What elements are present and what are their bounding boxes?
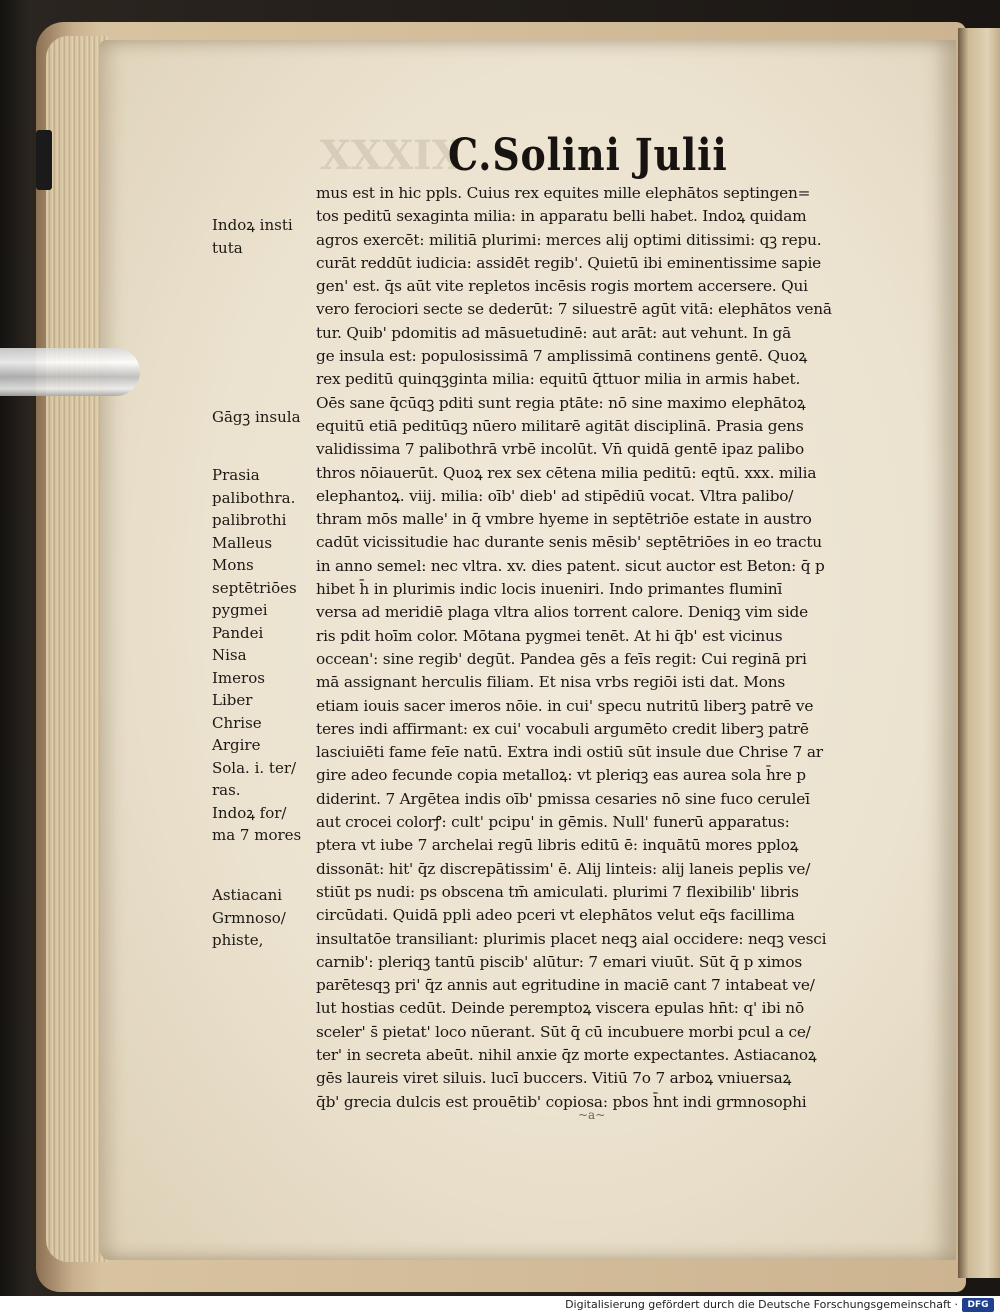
page-heading: C.Solini Julii [448,130,728,181]
margin-note-line: Grmnoso/ [212,908,286,927]
margin-note-line: Malleus [212,533,273,552]
facing-page-edge [958,28,1000,1278]
text-line: gen' est. q̄s aūt vite repletos incēsis rogis mortem accersere. Qui [316,277,808,296]
text-line: agros exercēt: militiā plurimi: merces alij optimi ditissimi: qꝫ repu. [316,230,822,249]
bookmark-tab [36,130,52,190]
text-line: versa ad meridiē plaga vltra alios torrent calore. Deniqꝫ vim side [316,603,808,622]
margin-note-line: Mons [212,556,254,574]
margin-note-line: tuta [212,238,243,257]
text-line: curāt reddūt iudicia: assidēt regib'. Quietū ibi eminentissime sapie [316,253,822,272]
margin-note-line: septētriōes [212,578,297,597]
text-line: ter' in secreta abeūt. nihil anxie q̄z morte expectantes. Astiacanoꝝ [316,1045,817,1064]
margin-note-line: phiste, [212,931,264,949]
credit-text: Digitalisierung gefördert durch die Deutsche Forschungsgemeinschaft · [565,1298,958,1311]
body-text-column [316,182,882,1114]
margin-note-line: ras. [212,781,241,799]
text-line: Oēs sane q̄cūqꝫ pditi sunt regia ptāte: nō sine maximo elephātoꝝ [316,393,806,412]
glass-page-weight [0,348,140,396]
text-line: rex peditū quinqꝫginta milia: equitū q̄ttuor milia in armis habet. [316,370,801,389]
margin-note-line: pygmei [212,601,268,619]
text-line: validissima 7 palibothrā vrbē incolūt. Vn̄ quidā gentē ipaz palibo [316,440,804,459]
text-line: aut crocei colorꝭ: cult' pcipu' in gēmis. Null' funerū apparatus: [316,813,790,832]
margin-note-ganges-insula [212,406,301,429]
margin-note-line: Liber [212,691,253,709]
margin-note-line: palibothra. [212,488,296,507]
text-line: tos peditū sexaginta milia: in apparatu belli habet. Indoꝝ quidam [316,207,807,226]
margin-note-line: Gāgꝫ insula [212,408,301,426]
margin-note-line: Nisa [212,646,247,664]
margin-note-indorum-instituta [212,214,293,259]
text-line: ris pdit hoīm color. Mōtana pygmei tenēt. At hi q̄b' est vicinus [316,626,783,645]
margin-note-line: Imeros [212,668,265,687]
margin-note-line: Indoꝝ for/ [212,803,287,822]
margin-note-line: ma 7 mores [212,826,302,844]
text-line: lut hostias cedūt. Deinde peremptoꝝ viscera epulas hn̄t: q' ibi nō [316,999,804,1018]
text-line: sceler' s̄ pietat' loco nūerant. Sūt q̄ cū incubuere morbi pcul a ce/ [316,1022,811,1041]
text-line: thram mōs malle' in q̄ vmbre hyeme in septētriōe estate in austro [316,510,812,529]
text-line: dissonāt: hit' q̄z discrepātissim' ē. Alij linteis: alij laneis peplis ve/ [316,859,811,878]
page-edges [46,36,108,1262]
text-line: diderint. 7 Argētea indis oīb' pmissa cesaries nō sine fuco ceruleī [316,789,810,808]
margin-note-line: Astiacani [212,886,283,904]
margin-note-line: Prasia [212,466,260,484]
text-line: ge insula est: populosissimā 7 amplissimā continens gentē. Quoꝝ [316,347,808,366]
bleed-through-heading: XXXIX [320,132,463,179]
margin-note-place-names [212,464,301,847]
margin-note-line: Sola. i. ter/ [212,758,297,777]
text-line: cadūt vicissitudie hac durante senis mēsib' septētriōes in eo tractu [316,533,822,552]
text-line: insultatōe transiliant: plurimis placet neqꝫ aial occidere: neqꝫ vesci [316,929,827,948]
credit-bar [0,1296,1000,1315]
text-line: occean': sine regib' degūt. Pandea gēs a feīs regit: Cui reginā pri [316,649,807,668]
text-line: vero ferociori secte se dederūt: 7 siluestrē agūt vitā: elephātos venā [316,300,832,319]
text-line: in anno semel: nec vltra. xv. dies patent. sicut auctor est Beton: q̄ p [316,556,825,575]
text-line: gire adeo fecunde copia metalloꝝ: vt pleriqꝫ eas aurea sola h̄re p [316,766,806,785]
text-line: equitū etiā peditūqꝫ nūero militarē agitāt disciplinā. Prasia gens [316,416,804,435]
margin-note-line: palibrothi [212,511,287,529]
text-line: hibet h̄ in plurimis indic locis inueniri. Indo primantes fluminī [316,580,783,599]
text-line: carnib': pleriqꝫ tantū piscib' alūtur: 7 emari viuūt. Sūt q̄ p ximos [316,952,802,971]
text-line: elephantoꝝ. viij. milia: oīb' dieb' ad stipēdiū vocat. Vltra palibo/ [316,486,794,505]
margin-note-line: Argire [212,736,261,754]
text-line: circūdati. Quidā ppli adeo pceri vt elephātos velut eq̄s facillima [316,906,795,925]
text-line: q̄b' grecia dulcis est prouētib' copiosa: pbos h̄nt indi grmnosophi [316,1092,807,1111]
text-line: stiūt ps nudi: ps obscena tm̄ amiculati. plurimi 7 flexibilib' libris [316,882,799,901]
text-line: parētesqꝫ pri' q̄z annis aut egritudine in maciē cant 7 intabeat ve/ [316,976,815,995]
margin-note-astiacani [212,884,286,952]
text-line: ptera vt iube 7 archelai regū libris editū ē: inquātū mores pploꝝ [316,836,799,855]
text-line: tur. Quib' pdomitis ad māsuetudinē: aut arāt: aut vehunt. In gā [316,323,792,342]
margin-note-line: Chrise [212,713,262,732]
text-line: gēs laureis viret siluis. lucī buccers. Vitiū 7o 7 arboꝝ vniuersaꝝ [316,1069,792,1088]
dfg-logo: DFG [962,1298,994,1312]
text-line: lasciuiēti fame feīe natū. Extra indi ostiū sūt insule due Chrise 7 ar [316,743,823,762]
text-line: mā assignant herculis filiam. Et nisa vrbs regiōi isti dat. Mons [316,673,786,692]
text-line: mus est in hic ppls. Cuius rex equites mille elephātos septingen= [316,184,811,202]
text-line: etiam iouis sacer imeros nōie. in cui' specu nutritū liberꝫ patrē ve [316,696,814,715]
margin-note-line: Indoꝝ insti [212,216,293,234]
signature-mark: ~a~ [578,1108,606,1122]
text-line: thros nōiauerūt. Quoꝝ rex sex cētena milia peditū: eqtū. xxx. milia [316,463,817,482]
text-line: teres indi affirmant: ex cui' vocabuli argumēto credit liberꝫ patrē [316,719,809,738]
margin-note-line: Pandei [212,623,264,642]
